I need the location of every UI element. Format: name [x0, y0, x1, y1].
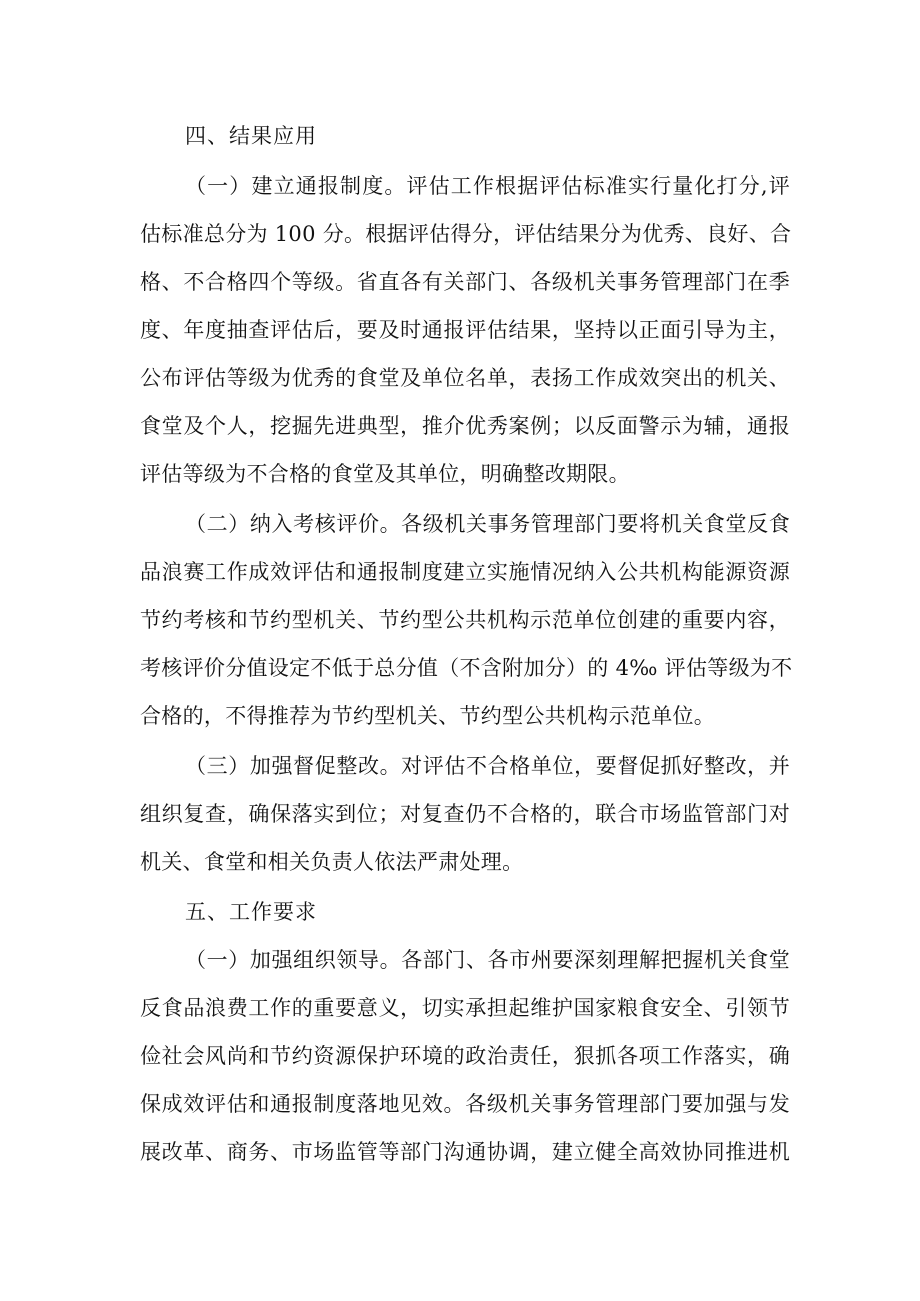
- paragraph-line: 展改革、商务、市场监管等部门沟通协调，建立健全高效协同推进机: [140, 1140, 790, 1164]
- paragraph-line: 度、年度抽查评估后，要及时通报评估结果，坚持以正面引导为主，: [140, 318, 790, 342]
- paragraph-line: （一）建立通报制度。评估工作根据评估标准实行量化打分,评: [185, 174, 790, 198]
- paragraph-line: 节约考核和节约型机关、节约型公共机构示范单位创建的重要内容，: [140, 608, 790, 632]
- paragraph-line: 组织复查，确保落实到位；对复查仍不合格的，联合市场监管部门对: [140, 802, 790, 826]
- paragraph-line: （二）纳入考核评价。各级机关事务管理部门要将机关食堂反食: [185, 512, 790, 536]
- paragraph-line: （一）加强组织领导。各部门、各市州要深刻理解把握机关食堂: [185, 948, 790, 972]
- section-4-heading: 四、结果应用: [185, 124, 317, 148]
- paragraph-line: 合格的，不得推荐为节约型机关、节约型公共机构示范单位。: [140, 704, 716, 728]
- paragraph-line: 俭社会风尚和节约资源保护环境的政治责任，狠抓各项工作落实，确: [140, 1044, 790, 1068]
- paragraph-line: 公布评估等级为优秀的食堂及单位名单，表扬工作成效突出的机关、: [140, 366, 790, 390]
- paragraph-line: 品浪赛工作成效评估和通报制度建立实施情况纳入公共机构能源资源: [140, 560, 790, 584]
- paragraph-line: （三）加强督促整改。对评估不合格单位，要督促抓好整改，并: [185, 754, 790, 778]
- paragraph-line: 考核评价分值设定不低于总分值（不含附加分）的 4‰ 评估等级为不: [140, 656, 793, 680]
- paragraph-line: 机关、食堂和相关负责人依法严肃处理。: [140, 850, 524, 874]
- paragraph-line: 格、不合格四个等级。省直各有关部门、各级机关事务管理部门在季: [140, 270, 790, 294]
- paragraph-line: 食堂及个人，挖掘先进典型，推介优秀案例；以反面警示为辅，通报: [140, 414, 790, 438]
- paragraph-line: 保成效评估和通报制度落地见效。各级机关事务管理部门要加强与发: [140, 1092, 790, 1116]
- paragraph-line: 反食品浪费工作的重要意义，切实承担起维护国家粮食安全、引领节: [140, 996, 790, 1020]
- paragraph-line: 评估等级为不合格的食堂及其单位，明确整改期限。: [140, 462, 630, 486]
- paragraph-line: 估标准总分为 100 分。根据评估得分，评估结果分为优秀、良好、合: [140, 222, 792, 246]
- section-5-heading: 五、工作要求: [185, 900, 317, 924]
